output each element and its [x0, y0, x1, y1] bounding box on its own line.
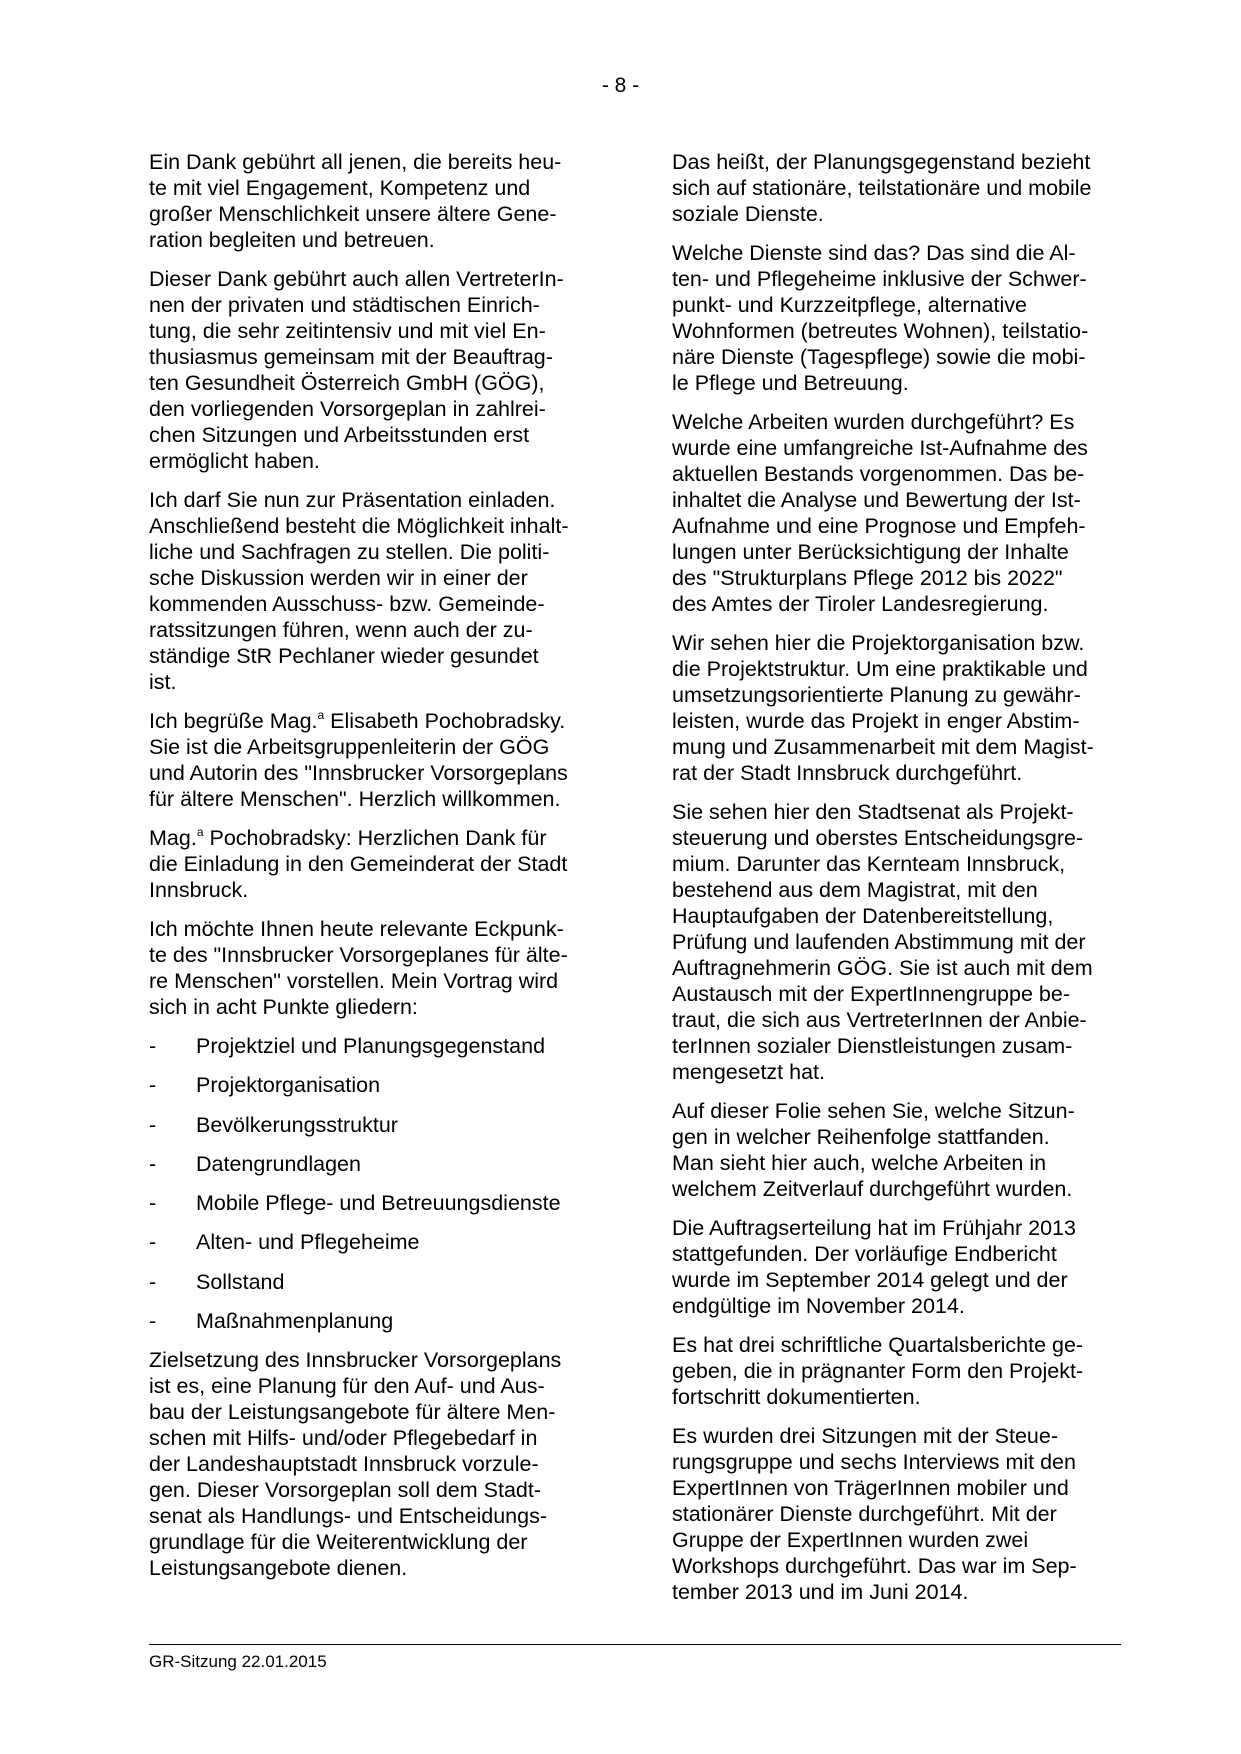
right-column	[672, 149, 1132, 1618]
list-item	[149, 1151, 609, 1177]
paragraph-line: bau der Leistungsangebote für ältere Men-	[149, 1400, 556, 1425]
left-column	[149, 149, 609, 1594]
paragraph-line: ermöglicht haben.	[149, 449, 320, 473]
paragraph	[149, 487, 609, 695]
paragraph-line: Es wurden drei Sitzungen mit der Steue-	[672, 1424, 1059, 1448]
paragraph-line: Ein Dank gebührt all jenen, die bereits heu-	[149, 150, 562, 174]
paragraph-line: stationärer Dienste durchgeführt. Mit der	[672, 1502, 1057, 1526]
paragraph-line: steuerung und oberstes Entscheidungsgre-	[672, 826, 1084, 850]
paragraph-line: Man sieht hier auch, welche Arbeiten in	[672, 1151, 1047, 1175]
list-item	[149, 1308, 609, 1334]
paragraph-line: Es hat drei schriftliche Quartalsberichte ge-	[672, 1333, 1084, 1357]
paragraph-line: endgültige im November 2014.	[672, 1294, 965, 1318]
paragraph-line: senat als Handlungs- und Entscheidungs-	[149, 1504, 548, 1529]
dash-bullet: -	[149, 1191, 157, 1216]
paragraph-line: Das heißt, der Planungsgegenstand bezieht	[672, 150, 1091, 174]
paragraph	[672, 630, 1132, 786]
paragraph-line: Sie ist die Arbeitsgruppenleiterin der GÖG	[149, 735, 550, 759]
paragraph-line: leisten, wurde das Projekt in enger Abstim-	[672, 709, 1080, 733]
paragraph-line: mung und Zusammenarbeit mit dem Magist-	[672, 735, 1094, 759]
paragraph-line: sich auf stationäre, teilstationäre und mobile	[672, 176, 1092, 200]
paragraph-line: Welche Dienste sind das? Das sind die Al-	[672, 241, 1076, 265]
paragraph-line: Aufnahme und eine Prognose und Empfeh-	[672, 514, 1086, 538]
footer-text: GR-Sitzung 22.01.2015	[149, 1652, 327, 1671]
list-item	[149, 1190, 609, 1216]
paragraph-line: ten- und Pflegeheime inklusive der Schwer-	[672, 267, 1087, 291]
paragraph-line: Anschließend besteht die Möglichkeit inhalt-	[149, 514, 569, 538]
list-item	[149, 1112, 609, 1138]
page-number: - 8 -	[601, 74, 640, 97]
paragraph-line: welchem Zeitverlauf durchgeführt wurden.	[672, 1177, 1073, 1201]
list-item-text: Bevölkerungsstruktur	[196, 1112, 398, 1137]
dash-bullet: -	[149, 1073, 157, 1098]
paragraph-line: Workshops durchgeführt. Das war im Sep-	[672, 1554, 1077, 1578]
paragraph	[672, 1215, 1132, 1319]
paragraph-line: grundlage für die Weiterentwicklung der	[149, 1530, 528, 1555]
paragraph-line: Wir sehen hier die Projektorganisation bzw.	[672, 631, 1085, 655]
paragraph-line: traut, die sich aus VertreterInnen der Anbie-	[672, 1008, 1087, 1032]
paragraph-line: tember 2013 und im Juni 2014.	[672, 1580, 969, 1604]
paragraph-line: Welche Arbeiten wurden durchgeführt? Es	[672, 410, 1075, 434]
paragraph-line: Wohnformen (betreutes Wohnen), teilstatio-	[672, 319, 1089, 343]
paragraph-line: ist es, eine Planung für den Auf- und Aus-	[149, 1374, 545, 1399]
paragraph-line: großer Menschlichkeit unsere ältere Gene-	[149, 202, 557, 226]
paragraph-line: die Projektstruktur. Um eine praktikable und	[672, 657, 1088, 681]
paragraph	[672, 149, 1132, 227]
paragraph-line: terInnen sozialer Dienstleistungen zusam-	[672, 1034, 1073, 1058]
list-item-text: Datengrundlagen	[196, 1151, 361, 1176]
paragraph-speaker	[149, 825, 609, 903]
dash-bullet: -	[149, 1034, 157, 1058]
paragraph-line: aktuellen Bestands vorgenommen. Das be-	[672, 462, 1085, 486]
paragraph-line: Prüfung und laufenden Abstimmung mit der	[672, 930, 1086, 954]
agenda-list	[149, 1033, 609, 1334]
paragraph-line: soziale Dienste.	[672, 202, 824, 226]
superscript: a	[317, 708, 325, 722]
paragraph-line: Ich begrüße Mag.$^a$ Elisabeth Pochobradsky.	[149, 708, 566, 733]
paragraph-line: ration begleiten und betreuen.	[149, 228, 435, 252]
paragraph-line: stattgefunden. Der vorläufige Endbericht	[672, 1242, 1057, 1266]
paragraph-line: fortschritt dokumentierten.	[672, 1385, 921, 1409]
paragraph-line: Leistungsangebote dienen.	[149, 1556, 408, 1581]
paragraph	[672, 1332, 1132, 1410]
paragraph-line: schen mit Hilfs- und/oder Pflegebedarf in	[149, 1426, 538, 1451]
list-item-text: Maßnahmenplanung	[196, 1309, 394, 1334]
dash-bullet: -	[149, 1269, 157, 1294]
paragraph-line: gen in welcher Reihenfolge stattfanden.	[672, 1125, 1050, 1149]
paragraph-line: Innsbruck.	[149, 878, 249, 902]
paragraph-line: bestehend aus dem Magistrat, mit den	[672, 878, 1038, 902]
paragraph	[672, 1098, 1132, 1202]
paragraph-line: Dieser Dank gebührt auch allen VertreterIn-	[149, 267, 564, 291]
list-item-text: Sollstand	[196, 1269, 285, 1294]
paragraph-line: näre Dienste (Tagespflege) sowie die mobi-	[672, 345, 1086, 369]
paragraph-line: wurde eine umfangreiche Ist-Aufnahme des	[672, 436, 1088, 460]
paragraph-line: rungsgruppe und sechs Interviews mit den	[672, 1450, 1076, 1474]
paragraph-line: sche Diskussion werden wir in einer der	[149, 566, 528, 590]
paragraph-line: Die Auftragserteilung hat im Frühjahr 2013	[672, 1216, 1076, 1240]
list-item-text: Projektziel und Planungsgegenstand	[196, 1034, 546, 1058]
paragraph-line: ist.	[149, 670, 177, 694]
dash-bullet: -	[149, 1309, 157, 1334]
paragraph-line: und Autorin des "Innsbrucker Vorsorgeplans	[149, 761, 568, 785]
paragraph-line: le Pflege und Betreuung.	[672, 371, 909, 395]
paragraph-line: Mag.$^a$ Pochobradsky: Herzlichen Dank für	[149, 825, 547, 850]
paragraph	[672, 1423, 1132, 1605]
paragraph-line: lungen unter Berücksichtigung der Inhalte	[672, 540, 1069, 564]
paragraph-line: Gruppe der ExpertInnen wurden zwei	[672, 1528, 1029, 1552]
paragraph	[149, 916, 609, 1020]
paragraph	[672, 799, 1132, 1085]
paragraph-line: punkt- und Kurzzeitpflege, alternative	[672, 293, 1027, 317]
list-item	[149, 1072, 609, 1098]
paragraph-line: wurde im September 2014 gelegt und der	[672, 1268, 1068, 1292]
paragraph-line: die Einladung in den Gemeinderat der Stadt	[149, 852, 568, 876]
list-item-text: Mobile Pflege- und Betreuungsdienste	[196, 1191, 561, 1216]
list-item	[149, 1033, 609, 1059]
paragraph-line: des Amtes der Tiroler Landesregierung.	[672, 592, 1049, 616]
paragraph-line: des "Strukturplans Pflege 2012 bis 2022"	[672, 566, 1063, 590]
paragraph-line: den vorliegenden Vorsorgeplan in zahlrei-	[149, 397, 546, 421]
paragraph-line: liche und Sachfragen zu stellen. Die politi-	[149, 540, 550, 564]
dash-bullet: -	[149, 1230, 157, 1255]
superscript: a	[196, 825, 204, 839]
paragraph-line: tung, die sehr zeitintensiv und mit viel En-	[149, 319, 546, 343]
paragraph-line: chen Sitzungen und Arbeitsstunden erst	[149, 423, 530, 447]
paragraph-line: geben, die in prägnanter Form den Projekt-	[672, 1359, 1084, 1383]
paragraph-line: Ich darf Sie nun zur Präsentation einladen.	[149, 488, 556, 512]
list-item-text: Projektorganisation	[196, 1073, 381, 1098]
paragraph-greeting	[149, 708, 609, 812]
paragraph-line: mium. Darunter das Kernteam Innsbruck,	[672, 852, 1066, 876]
paragraph-line: kommenden Ausschuss- bzw. Gemeinde-	[149, 592, 545, 616]
paragraph-line: ständige StR Pechlaner wieder gesundet	[149, 644, 539, 668]
paragraph-line: Auf dieser Folie sehen Sie, welche Sitzun-	[672, 1099, 1075, 1123]
paragraph-line: gen. Dieser Vorsorgeplan soll dem Stadt-	[149, 1478, 541, 1503]
footer-divider	[149, 1644, 1121, 1645]
paragraph-line: mengesetzt hat.	[672, 1060, 825, 1084]
speaker-name: Mag.$^a$ Pochobradsky:	[149, 825, 352, 850]
paragraph-line: Auftragnehmerin GÖG. Sie ist auch mit dem	[672, 956, 1093, 980]
dash-bullet: -	[149, 1151, 157, 1176]
paragraph	[672, 240, 1132, 396]
paragraph	[149, 149, 609, 253]
paragraph-line: ExpertInnen von TrägerInnen mobiler und	[672, 1476, 1069, 1500]
paragraph	[149, 1347, 609, 1581]
paragraph-line: inhaltet die Analyse und Bewertung der Ist-	[672, 488, 1081, 512]
paragraph-line: Hauptaufgaben der Datenbereitstellung,	[672, 904, 1054, 928]
list-item	[149, 1229, 609, 1255]
paragraph-line: Sie sehen hier den Stadtsenat als Projekt-	[672, 800, 1074, 824]
paragraph-line: für ältere Menschen". Herzlich willkommen.	[149, 787, 561, 811]
paragraph-line: umsetzungsorientierte Planung zu gewähr-	[672, 683, 1081, 707]
paragraph-line: Austausch mit der ExpertInnengruppe be-	[672, 982, 1070, 1006]
dash-bullet: -	[149, 1112, 157, 1137]
paragraph	[672, 409, 1132, 617]
paragraph	[149, 266, 609, 474]
paragraph-line: Ich möchte Ihnen heute relevante Eckpunk-	[149, 917, 564, 941]
paragraph-line: ten Gesundheit Österreich GmbH (GÖG),	[149, 371, 545, 395]
paragraph-line: thusiasmus gemeinsam mit der Beauftrag-	[149, 345, 553, 369]
paragraph-line: der Landeshauptstadt Innsbruck vorzule-	[149, 1452, 539, 1477]
paragraph-line: te des "Innsbrucker Vorsorgeplanes für älte-	[149, 943, 568, 967]
paragraph-line: nen der privaten und städtischen Einrich-	[149, 293, 540, 317]
paragraph-line: te mit viel Engagement, Kompetenz und	[149, 176, 531, 200]
paragraph-line: Zielsetzung des Innsbrucker Vorsorgeplans	[149, 1348, 562, 1373]
list-item-text: Alten- und Pflegeheime	[196, 1230, 420, 1255]
list-item	[149, 1269, 609, 1295]
paragraph-line: rat der Stadt Innsbruck durchgeführt.	[672, 761, 1023, 785]
paragraph-line: re Menschen" vorstellen. Mein Vortrag wird	[149, 969, 559, 993]
paragraph-line: sich in acht Punkte gliedern:	[149, 995, 418, 1019]
paragraph-line: ratssitzungen führen, wenn auch der zu-	[149, 618, 533, 642]
